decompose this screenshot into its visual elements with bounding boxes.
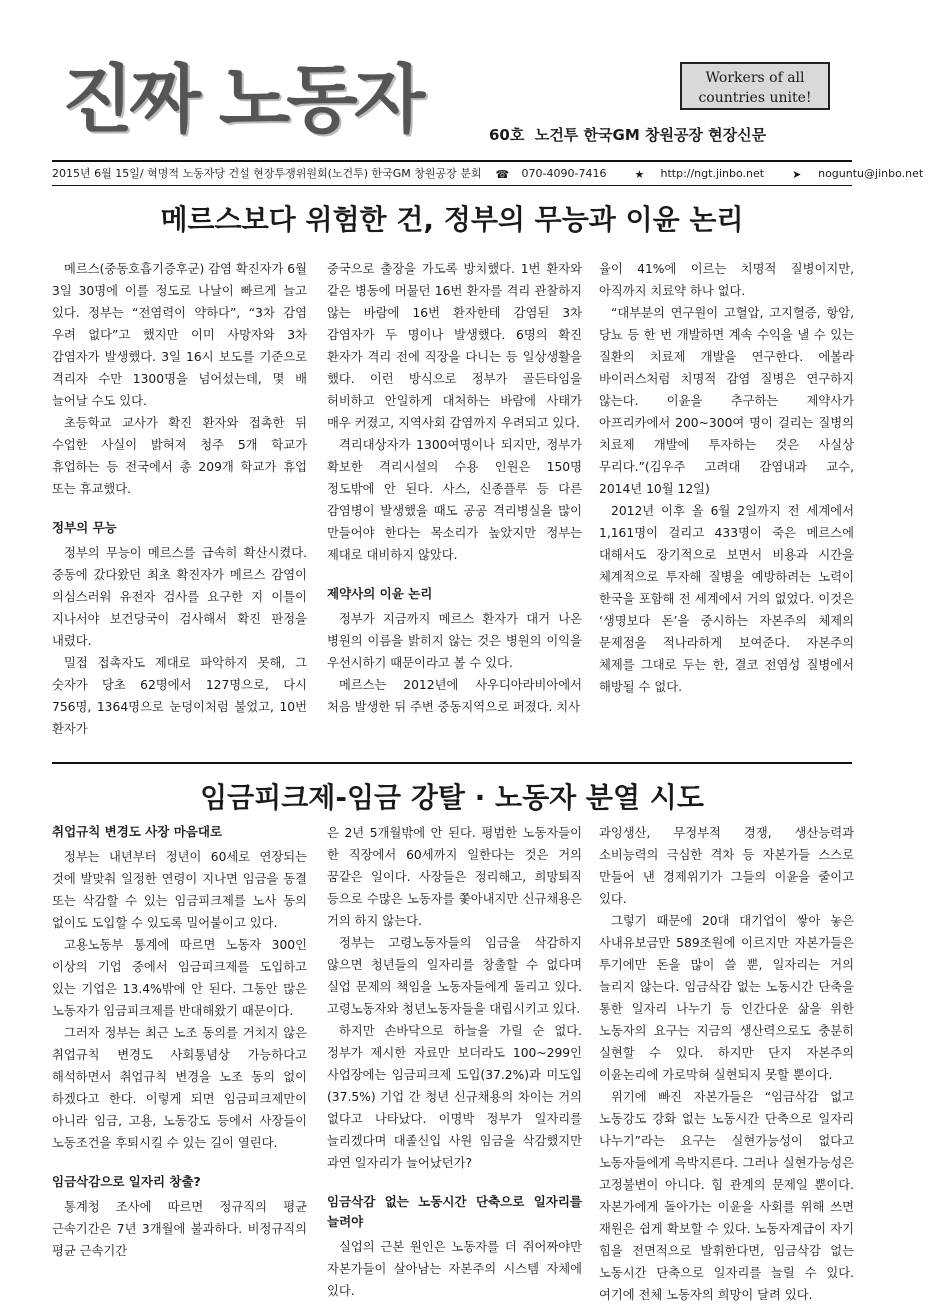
article2-headline: 임금피크제-임금 강탈 · 노동자 분열 시도 [200, 781, 704, 814]
paragraph: 실업의 근본 원인은 노동자를 더 쥐어짜야만 자본가들이 살아남는 자본주의 시스템 자체에 있다. [327, 1240, 582, 1298]
paragraph: 2012년 이후 올 6월 2일까지 전 세계에서 1,161명이 걸리고 433명이 죽은 메르스에 대해서도 장기적으로 보면서 비용과 시간을 체계적으로 투자해 질병을 예방하려는 노력이 한국을 포함해 전 세계에서 거의 없었다. 이것은 ‘생명보다 돈’을 중시하는 자본주의 체제의 문제점을 적나라하게 보여준다. 자본주의 체제를 그대로 두는 한, 결코 전염성 질병에서 해방될 수 없다. [599, 504, 854, 694]
paragraph: 과잉생산, 무정부적 경쟁, 생산능력과 소비능력의 극심한 격차 등 자본가들 스스로 만들어 낸 경제위기가 그들의 이윤을 줄이고 있다. [599, 826, 854, 906]
paragraph: 정부는 내년부터 정년이 60세로 연장되는 것에 발맞춰 일정한 연령이 지나면 임금을 동결 또는 삭감할 수 있는 임금피크제를 노사 동의 없이도 도입할 수 있도록 밀어붙이고 있다. [52, 850, 307, 930]
paragraph: 은 2년 5개월밖에 안 된다. 평범한 노동자들이 한 직장에서 60세까지 일한다는 것은 거의 꿈같은 일이다. 사장들은 정리해고, 희망퇴직 등으로 수많은 노동자를 쫓아내지만 신규채용은 거의 하지 않는다. [327, 826, 582, 928]
masthead-title: 진짜 노동자 [62, 57, 422, 143]
issue-number: 60호 [489, 126, 525, 144]
email-link[interactable]: noguntu@jinbo.net [818, 167, 924, 180]
article1-col2 [327, 258, 582, 718]
slogan-line-2: countries unite! [698, 90, 812, 106]
paragraph: 메르스는 2012년에 사우디아라비아에서 처음 발생한 뒤 주변 중동지역으로 퍼졌다. 치사 [327, 678, 582, 714]
section-heading: 임금삭감으로 일자리 창출? [52, 1174, 201, 1189]
article1-col1 [52, 258, 307, 740]
paragraph: 격리대상자가 1300여명이나 되지만, 정부가 확보한 격리시설의 수용 인원은 150명 정도밖에 안 된다. 사스, 신종플루 등 다른 감염병이 발생했을 때도 공공 격리병실을 많이 만들어야 한다는 목소리가 높았지만 정부는 제대로 대비하지 않았다. [327, 438, 582, 562]
slogan-box [680, 62, 830, 110]
date-org: 2015년 6월 15일/ 혁명적 노동자당 건설 현장투쟁위원회(노건투) 한국GM 창원공장 분회 [52, 167, 482, 180]
article2-col1 [52, 822, 307, 1262]
paragraph: 그러자 정부는 최근 노조 동의를 거치지 않은 취업규칙 변경도 사회통념상 가능하다고 해석하면서 취업규칙 변경을 노조 동의 없이 하겠다고 한다. 이렇게 되면 임금피크제만이 아니라 임금, 고용, 노동강도 등에서 사장들이 노동조건을 후퇴시킬 수 있는 길이 열린다. [52, 1026, 307, 1150]
paragraph: 고용노동부 통계에 따르면 노동자 300인 이상의 기업 중에서 임금피크제를 도입하고 있는 기업은 13.4%밖에 안 된다. 그동안 많은 노동자가 임금피크제를 반대해왔기 때문이다. [52, 938, 307, 1018]
paragraph: 중국으로 출장을 가도록 방치했다. 1번 환자와 같은 병동에 머물던 16번 환자를 격리 관찰하지 않는 바람에 16번 환자한테 감염된 3차 감염자가 두 명이나 발생했다. 6명의 확진 환자가 격리 전에 직장을 다니는 등 일상생활을 했다. 이런 방식으로 정부가 골든타임을 허비하고 안일하게 대처하는 바람에 사태가 매우 커졌고, 지역사회 감염까지 우려되고 있다. [327, 262, 582, 430]
section-heading: 임금삭감 없는 노동시간 단축으로 일자리를 늘려야 [327, 1194, 582, 1229]
section-heading: 제약사의 이윤 논리 [327, 586, 433, 601]
paragraph: “대부분의 연구원이 고혈압, 고지혈증, 항암, 당뇨 등 한 번 개발하면 계속 수익을 낼 수 있는 질환의 치료제 개발을 연구한다. 에볼라 바이러스처럼 치명적 감염 질병은 연구하지 않는다. 이윤을 추구하는 제약사가 아프리카에서 200~300여 명이 걸리는 질병의 치료제 개발에 투자하는 것은 사실상 무리다.”(김우주 고려대 감염내과 교수, 2014년 10월 12일) [599, 306, 854, 496]
article1-headline: 메르스보다 위험한 건, 정부의 무능과 이윤 논리 [160, 203, 744, 236]
phone-number: 070-4090-7416 [521, 167, 607, 180]
slogan-line-1: Workers of all [705, 70, 805, 86]
email-info [792, 162, 937, 185]
phone-icon: ☎ [495, 168, 510, 181]
paragraph: 위기에 빠진 자본가들은 “임금삭감 없고 노동강도 강화 없는 노동시간 단축으로 일자리 나누기”라는 요구는 실현가능성이 없다고 노동자들에게 윽박지른다. 그러나 실현가능성은 고정불변이 아니다. 힘 관계의 문제일 뿐이다. 자본가에게 돌아가는 이윤을 사회를 위해 쓰면 재원은 쉽게 확보할 수 있다. 노동자계급이 자기 힘을 전면적으로 발휘한다면, 임금삭감 없는 노동시간 단축으로 일자리를 늘릴 수 있다. 여기에 전체 노동자의 희망이 달려 있다. [599, 1090, 854, 1302]
paragraph: 메르스(중동호흡기증후군) 감염 확진자가 6월 3일 30명에 이를 정도로 나날이 빠르게 늘고 있다. 정부는 “전염력이 약하다”, “3차 감염 우려 없다”고 했지만 이미 사망자와 3차 감염자가 발생했다. 3일 16시 보도를 기준으로 격리자 수만 1300명을 넘어섰는데, 몇 배 늘어날 수도 있다. [52, 262, 307, 408]
article2-col3 [599, 822, 854, 1306]
phone-info [496, 162, 621, 185]
issue-line [489, 124, 849, 145]
arrow-icon: ➤ [792, 168, 802, 181]
paragraph: 초등학교 교사가 확진 환자와 접촉한 뒤 수업한 사실이 밝혀져 청주 5개 학교가 휴업하는 등 전국에서 총 209개 학교가 휴업 또는 휴교했다. [52, 416, 307, 496]
info-bar [52, 160, 924, 186]
article-divider [52, 762, 852, 764]
website-link[interactable]: http://ngt.jinbo.net [660, 167, 765, 180]
section-heading: 취업규칙 변경도 사장 마음대로 [52, 824, 223, 839]
section-heading: 정부의 무능 [52, 520, 117, 535]
paragraph: 정부는 고령노동자들의 임금을 삭감하지 않으면 청년들의 일자리를 창출할 수 없다며 실업 문제의 책임을 노동자들에게 돌리고 있다. 고령노동자와 청년노동자들을 대립시키고 있다. [327, 936, 582, 1016]
article2-col2 [327, 822, 582, 1302]
paragraph: 통계청 조사에 따르면 정규직의 평균 근속기간은 7년 3개월에 불과하다. 비정규직의 평균 근속기간 [52, 1200, 307, 1258]
paragraph: 정부가 지금까지 메르스 환자가 대거 나온 병원의 이름을 밝히지 않는 것은 병원의 이익을 우선시하기 때문이라고 볼 수 있다. [327, 612, 582, 670]
paragraph: 정부의 무능이 메르스를 급속히 확산시켰다. 중동에 갔다왔던 최초 확진자가 메르스 감염이 의심스러워 유전자 검사를 요구한 지 이틀이 지나서야 보건당국이 검사해서 확진 판정을 내렸다. [52, 546, 307, 648]
paragraph: 밀접 접촉자도 제대로 파악하지 못해, 그 숫자가 당초 62명에서 127명으로, 다시 756명, 1364명으로 눈덩이처럼 불었고, 10번 환자가 [52, 656, 307, 736]
paragraph: 그렇기 때문에 20대 대기업이 쌓아 놓은 사내유보금만 589조원에 이르지만 자본가들은 투기에만 돈을 많이 쓸 뿐, 일자리는 거의 늘리지 않는다. 임금삭감 없는 노동시간 단축을 통한 일자리 나누기 등 인간다운 삶을 위한 노동자의 요구는 지금의 생산력으로도 충분히 실현할 수 있다. 하지만 단지 자본주의 이윤논리에 가로막혀 실현되지 못할 뿐이다. [599, 914, 854, 1082]
star-icon: ★ [634, 168, 645, 181]
website-info [634, 162, 778, 185]
paragraph: 율이 41%에 이르는 치명적 질병이지만, 아직까지 치료약 하나 없다. [599, 262, 854, 298]
publication-name: 노건투 한국GM 창원공장 현장신문 [534, 126, 767, 144]
article1-col3 [599, 258, 854, 698]
paragraph: 하지만 손바닥으로 하늘을 가릴 순 없다. 정부가 제시한 자료만 보더라도 100~299인 사업장에는 임금피크제 도입(37.2%)과 미도입(37.5%) 기업 간 청년 신규채용의 차이는 거의 없다고 나타났다. 이명박 정부가 일자리를 늘리겠다며 대졸신입 사원 임금을 삭감했지만 과연 일자리가 늘어났던가? [327, 1024, 582, 1170]
